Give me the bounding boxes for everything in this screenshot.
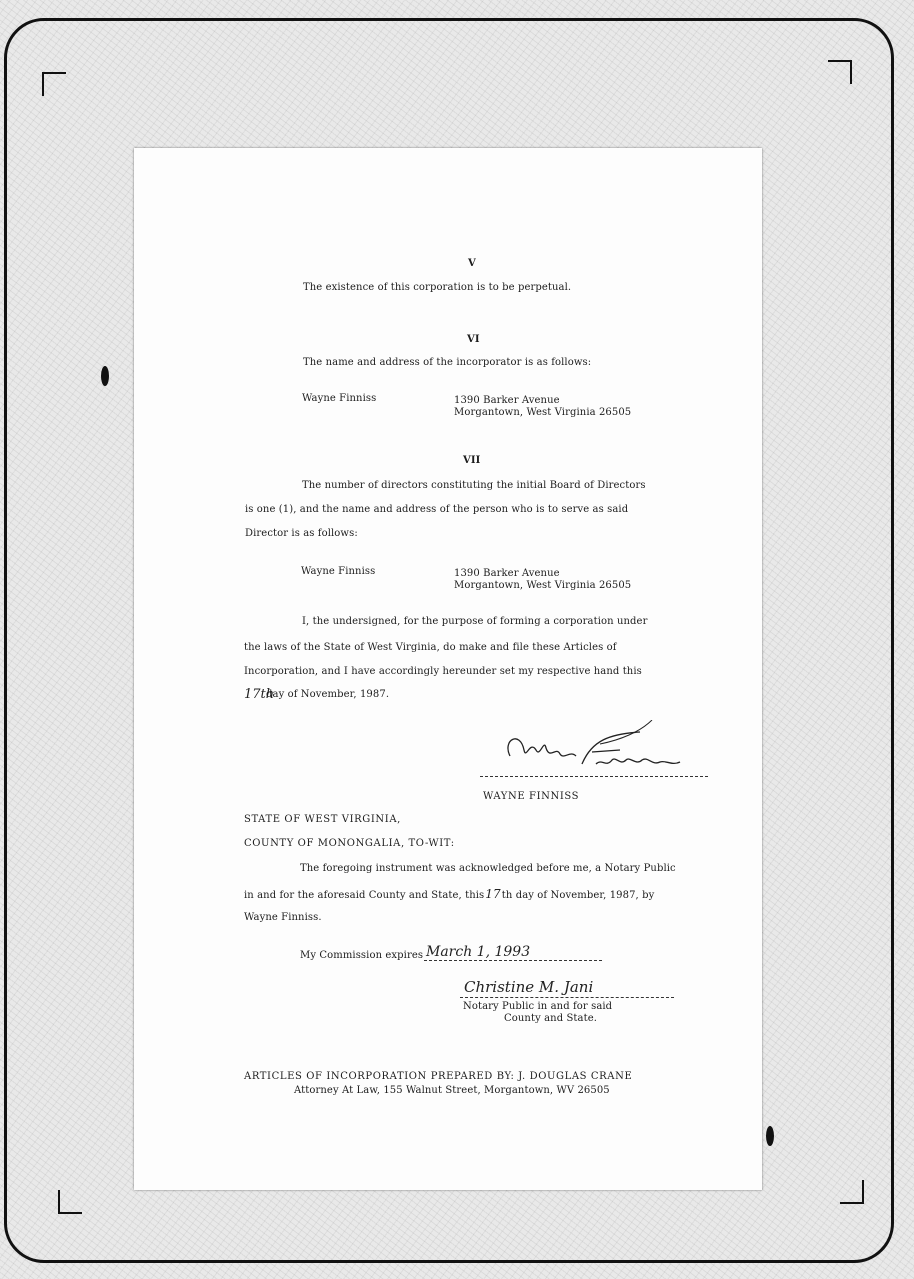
article-number-vi: VI (467, 334, 480, 345)
incorporator-name: Wayne Finniss (302, 393, 377, 404)
notary-title-line2: County and State. (504, 1013, 598, 1024)
crop-mark-top-left (42, 72, 66, 96)
incorporator-intro: The name and address of the incorporator is as follows: (303, 357, 592, 368)
notary-signature: Christine M. Jani (464, 978, 594, 996)
commission-label: My Commission expires (300, 950, 424, 961)
notary-signature-line (460, 997, 674, 998)
typed-signatory-name: WAYNE FINNISS (483, 791, 580, 802)
undersigned-line3: Incorporation, and I have accordingly hereunder set my respective hand this (244, 666, 642, 677)
article-number-vii: VII (463, 455, 481, 466)
undersigned-line2: the laws of the State of West Virginia, do make and file these Articles of (244, 642, 617, 653)
notary-handwritten-day: 17 (485, 887, 501, 901)
directors-line2: is one (1), and the name and address of the person who is to serve as said (245, 504, 629, 515)
notary-line1: The foregoing instrument was acknowledged before me, a Notary Public (300, 863, 676, 874)
crop-mark-bottom-right (840, 1180, 864, 1204)
signature-line (480, 776, 708, 777)
notary-line3: Wayne Finniss. (244, 912, 322, 923)
director-name: Wayne Finniss (301, 566, 376, 577)
incorporator-address-line1: 1390 Barker Avenue (454, 395, 560, 406)
wayne-finniss-signature (480, 720, 700, 784)
commission-date-handwritten: March 1, 1993 (426, 944, 531, 960)
notary-state: STATE OF WEST VIRGINIA, (244, 814, 401, 825)
article-number-v: V (468, 258, 476, 269)
handwritten-day: 17th (244, 687, 275, 702)
crop-mark-top-right (828, 60, 852, 84)
undersigned-line4: day of November, 1987. (266, 689, 390, 700)
scan-speck (101, 366, 109, 386)
prepared-by-line2: Attorney At Law, 155 Walnut Street, Morgantown, WV 26505 (294, 1085, 610, 1096)
commission-date-line (424, 960, 602, 961)
notary-title-line1: Notary Public in and for said (463, 1001, 613, 1012)
notary-line2-post: th day of November, 1987, by (501, 890, 655, 901)
crop-mark-bottom-left (58, 1190, 82, 1214)
notary-line2 (244, 888, 654, 902)
undersigned-line1: I, the undersigned, for the purpose of forming a corporation under (302, 616, 648, 627)
document-page (134, 148, 762, 1190)
directors-line3: Director is as follows: (245, 528, 358, 539)
scan-speck (766, 1126, 774, 1146)
directors-line1: The number of directors constituting the initial Board of Directors (302, 480, 646, 491)
prepared-by-line1: ARTICLES OF INCORPORATION PREPARED BY: J. DOUGLAS CRANE (244, 1071, 633, 1082)
director-address-line2: Morgantown, West Virginia 26505 (454, 580, 632, 591)
notary-line2-pre: in and for the aforesaid County and State, this (244, 890, 485, 901)
notary-county: COUNTY OF MONONGALIA, TO-WIT: (244, 838, 455, 849)
director-address-line1: 1390 Barker Avenue (454, 568, 560, 579)
incorporator-address-line2: Morgantown, West Virginia 26505 (454, 407, 632, 418)
perpetual-clause: The existence of this corporation is to be perpetual. (303, 282, 572, 293)
